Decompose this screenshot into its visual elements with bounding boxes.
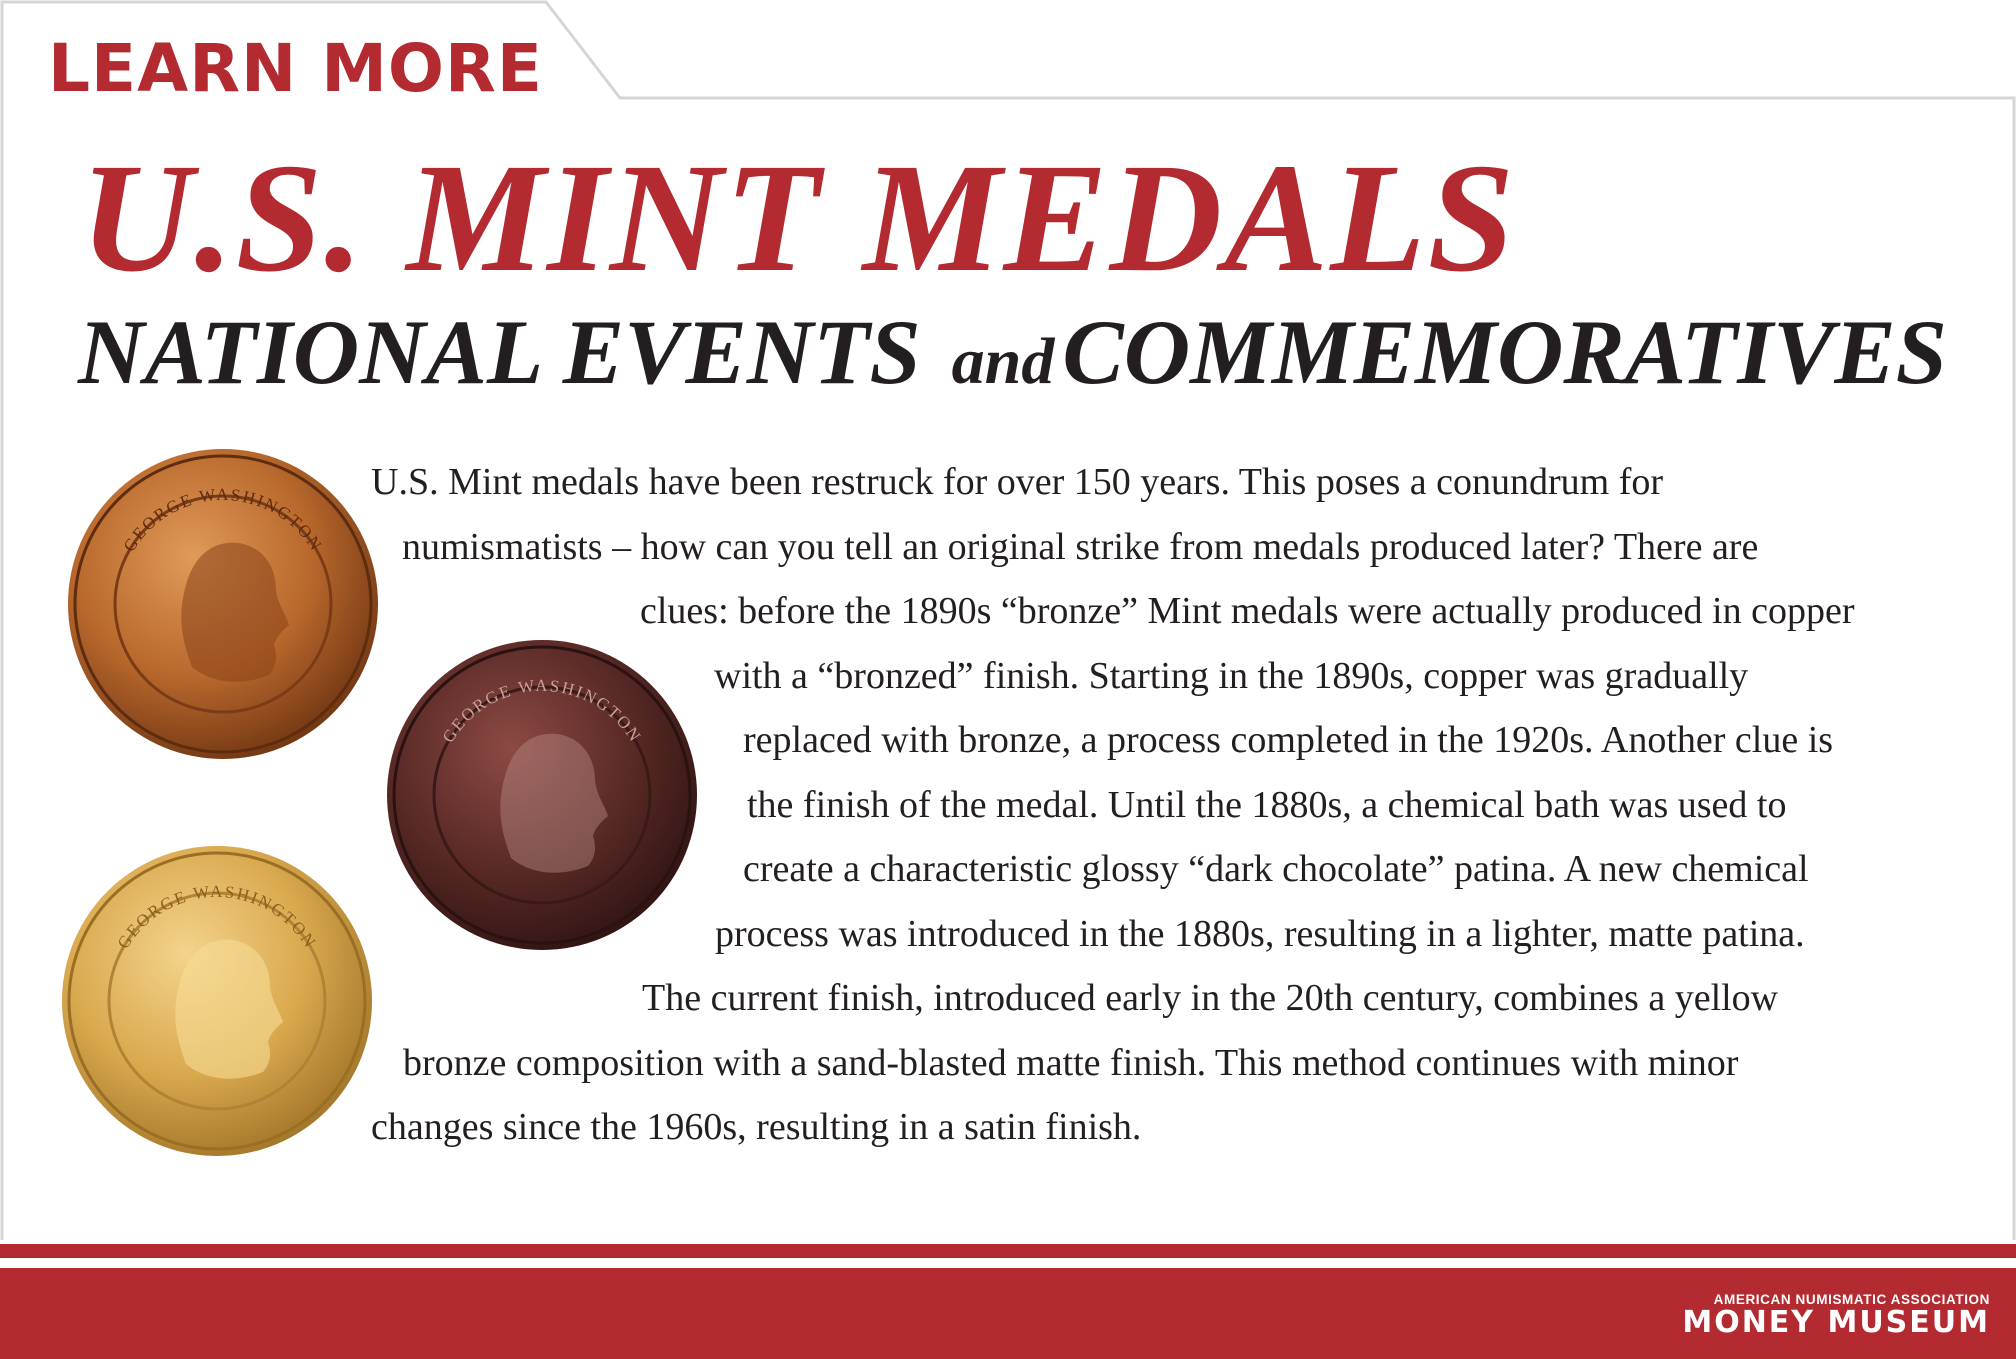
medal-chocolate xyxy=(383,636,701,954)
medal-copper-image xyxy=(64,445,382,763)
subtitle-and: and xyxy=(951,325,1055,398)
body-line: clues: before the 1890s “bronze” Mint medals were actually produced in copper xyxy=(640,590,1855,632)
body-line: The current finish, introduced early in the 20th century, combines a yellow xyxy=(642,977,1779,1019)
page-subtitle xyxy=(78,301,1947,403)
medal-chocolate-legend: GEORGE WASHINGTON xyxy=(438,675,646,747)
body-line: with a “bronzed” finish. Starting in the 1890s, copper was gradually xyxy=(714,654,1749,697)
page-title: U.S. MINT MEDALS xyxy=(80,131,1517,304)
subtitle-part2: COMMEMORATIVES xyxy=(1062,301,1947,403)
body-line: numismatists – how can you tell an original strike from medals produced later? There are xyxy=(402,525,1759,568)
body-line: bronze composition with a sand-blasted matte finish. This method continues with minor xyxy=(403,1041,1739,1084)
footer-org-name: AMERICAN NUMISMATIC ASSOCIATION xyxy=(1713,1292,1990,1307)
subtitle-part1: NATIONAL EVENTS xyxy=(78,301,921,403)
medal-chocolate-image xyxy=(383,636,701,954)
medal-copper-legend: GEORGE WASHINGTON xyxy=(119,484,327,556)
medal-yellow-legend: GEORGE WASHINGTON xyxy=(113,881,321,953)
medal-yellow xyxy=(58,842,376,1160)
body-line: changes since the 1960s, resulting in a satin finish. xyxy=(371,1106,1142,1148)
body-line: U.S. Mint medals have been restruck for over 150 years. This poses a conundrum for xyxy=(371,461,1664,503)
medal-copper xyxy=(64,445,382,763)
body-line: process was introduced in the 1880s, resulting in a lighter, matte patina. xyxy=(715,912,1805,955)
footer-museum-name: MONEY MUSEUM xyxy=(1682,1305,1990,1340)
learn-more-kicker: LEARN MORE xyxy=(48,30,543,107)
body-line: create a characteristic glossy “dark chocolate” patina. A new chemical xyxy=(743,848,1809,890)
footer-stripe xyxy=(0,1244,2016,1258)
medal-yellow-image xyxy=(58,842,376,1160)
body-line: the finish of the medal. Until the 1880s, a chemical bath was used to xyxy=(747,783,1787,826)
body-line: replaced with bronze, a process completed in the 1920s. Another clue is xyxy=(743,719,1834,761)
